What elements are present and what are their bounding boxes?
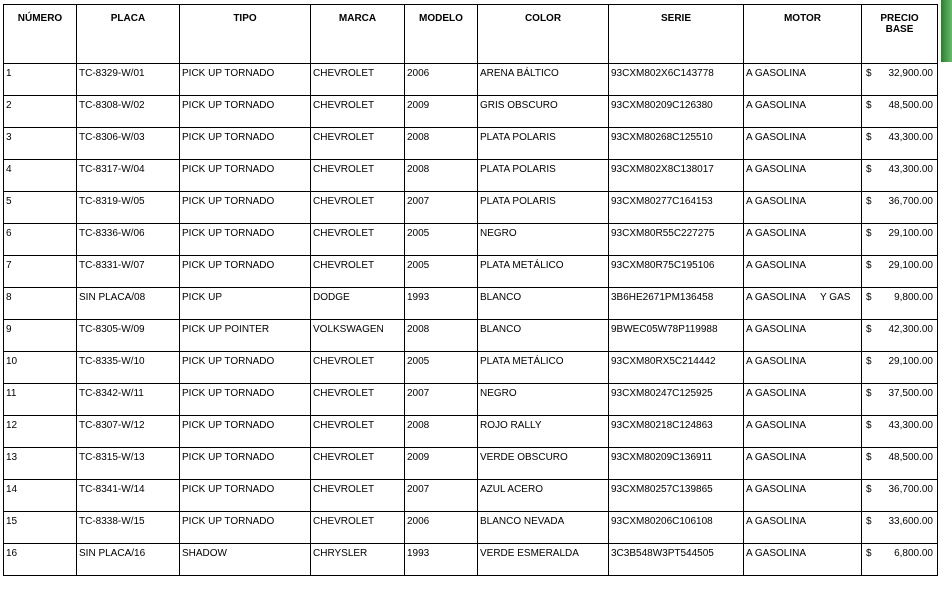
motor-text: A GASOLINA: [746, 260, 807, 271]
table-row: [4, 160, 938, 192]
cell-motor: [744, 160, 862, 192]
cell-serie: 93CXM802X8C138017: [609, 160, 744, 192]
table-row: [4, 96, 938, 128]
cell-serie: 93CXM80RX5C214442: [609, 352, 744, 384]
cell-placa: TC-8308-W/02: [77, 96, 180, 128]
cell-tipo: PICK UP TORNADO: [180, 96, 311, 128]
header-motor: MOTOR: [744, 5, 862, 64]
header-numero: NÚMERO: [4, 5, 77, 64]
cell-tipo: PICK UP TORNADO: [180, 256, 311, 288]
cell-color: GRIS OBSCURO: [478, 96, 609, 128]
cell-placa: TC-8331-W/07: [77, 256, 180, 288]
cell-numero: 11: [4, 384, 77, 416]
header-marca: MARCA: [311, 5, 405, 64]
cell-placa: TC-8307-W/12: [77, 416, 180, 448]
table-row: [4, 192, 938, 224]
motor-text: A GASOLINA: [746, 132, 807, 143]
cell-serie: 93CXM80R75C195106: [609, 256, 744, 288]
header-precio-line2: BASE: [885, 24, 914, 35]
cell-numero: 2: [4, 96, 77, 128]
cell-motor: [744, 192, 862, 224]
cell-modelo: 2009: [405, 96, 478, 128]
motor-text: A GASOLINA: [746, 484, 807, 495]
price-amount: 6,800.00: [894, 548, 933, 559]
price-amount: 48,500.00: [888, 452, 933, 463]
cell-modelo: 2009: [405, 448, 478, 480]
cell-motor: [744, 128, 862, 160]
motor-text: A GASOLINA: [746, 548, 807, 559]
cell-numero: 7: [4, 256, 77, 288]
cell-marca: CHEVROLET: [311, 256, 405, 288]
cell-marca: CHEVROLET: [311, 416, 405, 448]
header-serie: SERIE: [609, 5, 744, 64]
cell-serie: 3C3B548W3PT544505: [609, 544, 744, 576]
cell-tipo: PICK UP POINTER: [180, 320, 311, 352]
table-row: [4, 320, 938, 352]
table-row: [4, 480, 938, 512]
cell-precio-base: [862, 384, 938, 416]
motor-extra-text: Y GAS: [820, 292, 851, 303]
cell-marca: CHEVROLET: [311, 352, 405, 384]
currency-symbol: $: [866, 132, 872, 143]
cell-precio-base: [862, 224, 938, 256]
cell-serie: 93CXM80218C124863: [609, 416, 744, 448]
cell-placa: TC-8338-W/15: [77, 512, 180, 544]
cell-tipo: PICK UP: [180, 288, 311, 320]
cell-precio-base: [862, 96, 938, 128]
table-row: [4, 448, 938, 480]
cell-marca: CHEVROLET: [311, 384, 405, 416]
cell-placa: TC-8317-W/04: [77, 160, 180, 192]
cell-tipo: PICK UP TORNADO: [180, 416, 311, 448]
cell-placa: TC-8341-W/14: [77, 480, 180, 512]
cell-color: PLATA POLARIS: [478, 192, 609, 224]
cell-color: PLATA METÁLICO: [478, 256, 609, 288]
cell-serie: 3B6HE2671PM136458: [609, 288, 744, 320]
cell-motor: [744, 544, 862, 576]
cell-placa: TC-8305-W/09: [77, 320, 180, 352]
cell-motor: [744, 320, 862, 352]
cell-color: ARENA BÁLTICO: [478, 64, 609, 96]
cell-modelo: 2005: [405, 352, 478, 384]
cell-precio-base: [862, 256, 938, 288]
motor-text: A GASOLINA: [746, 324, 807, 335]
currency-symbol: $: [866, 260, 872, 271]
cell-numero: 4: [4, 160, 77, 192]
cell-precio-base: [862, 160, 938, 192]
cell-motor: [744, 384, 862, 416]
cell-modelo: 1993: [405, 288, 478, 320]
cell-modelo: 2007: [405, 192, 478, 224]
cell-placa: TC-8336-W/06: [77, 224, 180, 256]
cell-placa: TC-8319-W/05: [77, 192, 180, 224]
cell-tipo: PICK UP TORNADO: [180, 480, 311, 512]
cell-precio-base: [862, 352, 938, 384]
cell-tipo: PICK UP TORNADO: [180, 64, 311, 96]
cell-modelo: 2008: [405, 128, 478, 160]
price-amount: 33,600.00: [888, 516, 933, 527]
cell-tipo: PICK UP TORNADO: [180, 512, 311, 544]
cell-placa: TC-8315-W/13: [77, 448, 180, 480]
currency-symbol: $: [866, 516, 872, 527]
cell-tipo: PICK UP TORNADO: [180, 384, 311, 416]
price-amount: 29,100.00: [888, 228, 933, 239]
cell-color: BLANCO: [478, 288, 609, 320]
cell-modelo: 2008: [405, 416, 478, 448]
table-row: [4, 224, 938, 256]
cell-numero: 12: [4, 416, 77, 448]
green-edge-decoration: [941, 0, 952, 62]
motor-text: A GASOLINA: [746, 420, 807, 431]
cell-precio-base: [862, 64, 938, 96]
cell-color: BLANCO NEVADA: [478, 512, 609, 544]
currency-symbol: $: [866, 388, 872, 399]
cell-modelo: 2006: [405, 512, 478, 544]
cell-precio-base: [862, 128, 938, 160]
cell-precio-base: [862, 544, 938, 576]
cell-marca: CHEVROLET: [311, 192, 405, 224]
cell-tipo: PICK UP TORNADO: [180, 128, 311, 160]
cell-marca: CHEVROLET: [311, 64, 405, 96]
header-placa: PLACA: [77, 5, 180, 64]
price-amount: 48,500.00: [888, 100, 933, 111]
cell-tipo: PICK UP TORNADO: [180, 192, 311, 224]
cell-serie: 9BWEC05W78P119988: [609, 320, 744, 352]
price-amount: 36,700.00: [888, 484, 933, 495]
cell-serie: 93CXM80206C106108: [609, 512, 744, 544]
motor-text: A GASOLINA: [746, 516, 807, 527]
currency-symbol: $: [866, 324, 872, 335]
currency-symbol: $: [866, 164, 872, 175]
price-amount: 43,300.00: [888, 164, 933, 175]
motor-text: A GASOLINA: [746, 388, 807, 399]
cell-placa: TC-8342-W/11: [77, 384, 180, 416]
cell-numero: 10: [4, 352, 77, 384]
cell-motor: [744, 288, 862, 320]
cell-marca: CHEVROLET: [311, 96, 405, 128]
cell-color: PLATA POLARIS: [478, 160, 609, 192]
cell-color: AZUL ACERO: [478, 480, 609, 512]
price-amount: 29,100.00: [888, 356, 933, 367]
cell-motor: [744, 480, 862, 512]
cell-numero: 3: [4, 128, 77, 160]
cell-serie: 93CXM80268C125510: [609, 128, 744, 160]
cell-precio-base: [862, 288, 938, 320]
price-amount: 36,700.00: [888, 196, 933, 207]
price-amount: 43,300.00: [888, 132, 933, 143]
cell-serie: 93CXM802X6C143778: [609, 64, 744, 96]
cell-numero: 6: [4, 224, 77, 256]
cell-modelo: 2006: [405, 64, 478, 96]
cell-marca: DODGE: [311, 288, 405, 320]
cell-color: PLATA METÁLICO: [478, 352, 609, 384]
cell-numero: 1: [4, 64, 77, 96]
cell-modelo: 2007: [405, 480, 478, 512]
cell-motor: [744, 64, 862, 96]
price-amount: 32,900.00: [888, 68, 933, 79]
header-precio-base: [862, 5, 938, 64]
cell-marca: CHEVROLET: [311, 224, 405, 256]
cell-tipo: SHADOW: [180, 544, 311, 576]
cell-marca: CHEVROLET: [311, 512, 405, 544]
cell-marca: CHEVROLET: [311, 160, 405, 192]
cell-numero: 14: [4, 480, 77, 512]
table-row: [4, 352, 938, 384]
cell-color: VERDE OBSCURO: [478, 448, 609, 480]
motor-text: A GASOLINA: [746, 100, 807, 111]
table-row: [4, 288, 938, 320]
motor-text: A GASOLINA: [746, 164, 807, 175]
cell-tipo: PICK UP TORNADO: [180, 352, 311, 384]
currency-symbol: $: [866, 100, 872, 111]
motor-text: A GASOLINA: [746, 228, 807, 239]
motor-text: A GASOLINA: [746, 68, 807, 79]
cell-motor: [744, 448, 862, 480]
table-row: [4, 64, 938, 96]
cell-placa: TC-8335-W/10: [77, 352, 180, 384]
currency-symbol: $: [866, 228, 872, 239]
cell-serie: 93CXM80209C136911: [609, 448, 744, 480]
cell-numero: 9: [4, 320, 77, 352]
header-precio-line1: PRECIO: [880, 13, 919, 24]
vehicle-table: [3, 4, 938, 576]
cell-serie: 93CXM80209C126380: [609, 96, 744, 128]
cell-precio-base: [862, 416, 938, 448]
cell-tipo: PICK UP TORNADO: [180, 160, 311, 192]
currency-symbol: $: [866, 292, 872, 303]
cell-motor: [744, 224, 862, 256]
cell-motor: [744, 352, 862, 384]
price-amount: 29,100.00: [888, 260, 933, 271]
cell-modelo: 2008: [405, 320, 478, 352]
cell-serie: 93CXM80247C125925: [609, 384, 744, 416]
header-color: COLOR: [478, 5, 609, 64]
header-row: [4, 5, 938, 64]
cell-color: PLATA POLARIS: [478, 128, 609, 160]
table-row: [4, 512, 938, 544]
cell-precio-base: [862, 480, 938, 512]
cell-placa: TC-8329-W/01: [77, 64, 180, 96]
table-row: [4, 128, 938, 160]
table-row: [4, 256, 938, 288]
motor-text: A GASOLINA: [746, 452, 807, 463]
cell-motor: [744, 416, 862, 448]
cell-color: NEGRO: [478, 224, 609, 256]
table-row: [4, 416, 938, 448]
currency-symbol: $: [866, 420, 872, 431]
price-amount: 9,800.00: [894, 292, 933, 303]
table-row: [4, 384, 938, 416]
cell-precio-base: [862, 512, 938, 544]
cell-motor: [744, 256, 862, 288]
cell-serie: 93CXM80257C139865: [609, 480, 744, 512]
cell-numero: 8: [4, 288, 77, 320]
cell-modelo: 2005: [405, 224, 478, 256]
cell-motor: [744, 96, 862, 128]
price-amount: 37,500.00: [888, 388, 933, 399]
motor-text: A GASOLINA: [746, 196, 807, 207]
cell-tipo: PICK UP TORNADO: [180, 224, 311, 256]
cell-motor: [744, 512, 862, 544]
cell-numero: 13: [4, 448, 77, 480]
table-body: [4, 64, 938, 576]
cell-placa: TC-8306-W/03: [77, 128, 180, 160]
cell-placa: SIN PLACA/16: [77, 544, 180, 576]
cell-precio-base: [862, 448, 938, 480]
header-tipo: TIPO: [180, 5, 311, 64]
cell-precio-base: [862, 320, 938, 352]
cell-tipo: PICK UP TORNADO: [180, 448, 311, 480]
cell-modelo: 2008: [405, 160, 478, 192]
currency-symbol: $: [866, 452, 872, 463]
cell-precio-base: [862, 192, 938, 224]
currency-symbol: $: [866, 68, 872, 79]
cell-marca: CHEVROLET: [311, 448, 405, 480]
cell-color: NEGRO: [478, 384, 609, 416]
cell-numero: 5: [4, 192, 77, 224]
cell-numero: 16: [4, 544, 77, 576]
cell-marca: CHRYSLER: [311, 544, 405, 576]
cell-color: ROJO RALLY: [478, 416, 609, 448]
price-amount: 43,300.00: [888, 420, 933, 431]
cell-color: BLANCO: [478, 320, 609, 352]
motor-text: A GASOLINA: [746, 292, 807, 303]
motor-text: A GASOLINA: [746, 356, 807, 367]
currency-symbol: $: [866, 484, 872, 495]
table-header: [4, 5, 938, 64]
cell-marca: CHEVROLET: [311, 128, 405, 160]
currency-symbol: $: [866, 196, 872, 207]
header-modelo: MODELO: [405, 5, 478, 64]
cell-modelo: 2007: [405, 384, 478, 416]
cell-placa: SIN PLACA/08: [77, 288, 180, 320]
cell-color: VERDE ESMERALDA: [478, 544, 609, 576]
table-row: [4, 544, 938, 576]
cell-numero: 15: [4, 512, 77, 544]
currency-symbol: $: [866, 548, 872, 559]
cell-marca: VOLKSWAGEN: [311, 320, 405, 352]
price-amount: 42,300.00: [888, 324, 933, 335]
currency-symbol: $: [866, 356, 872, 367]
cell-modelo: 2005: [405, 256, 478, 288]
cell-serie: 93CXM80277C164153: [609, 192, 744, 224]
cell-marca: CHEVROLET: [311, 480, 405, 512]
cell-serie: 93CXM80R55C227275: [609, 224, 744, 256]
cell-modelo: 1993: [405, 544, 478, 576]
